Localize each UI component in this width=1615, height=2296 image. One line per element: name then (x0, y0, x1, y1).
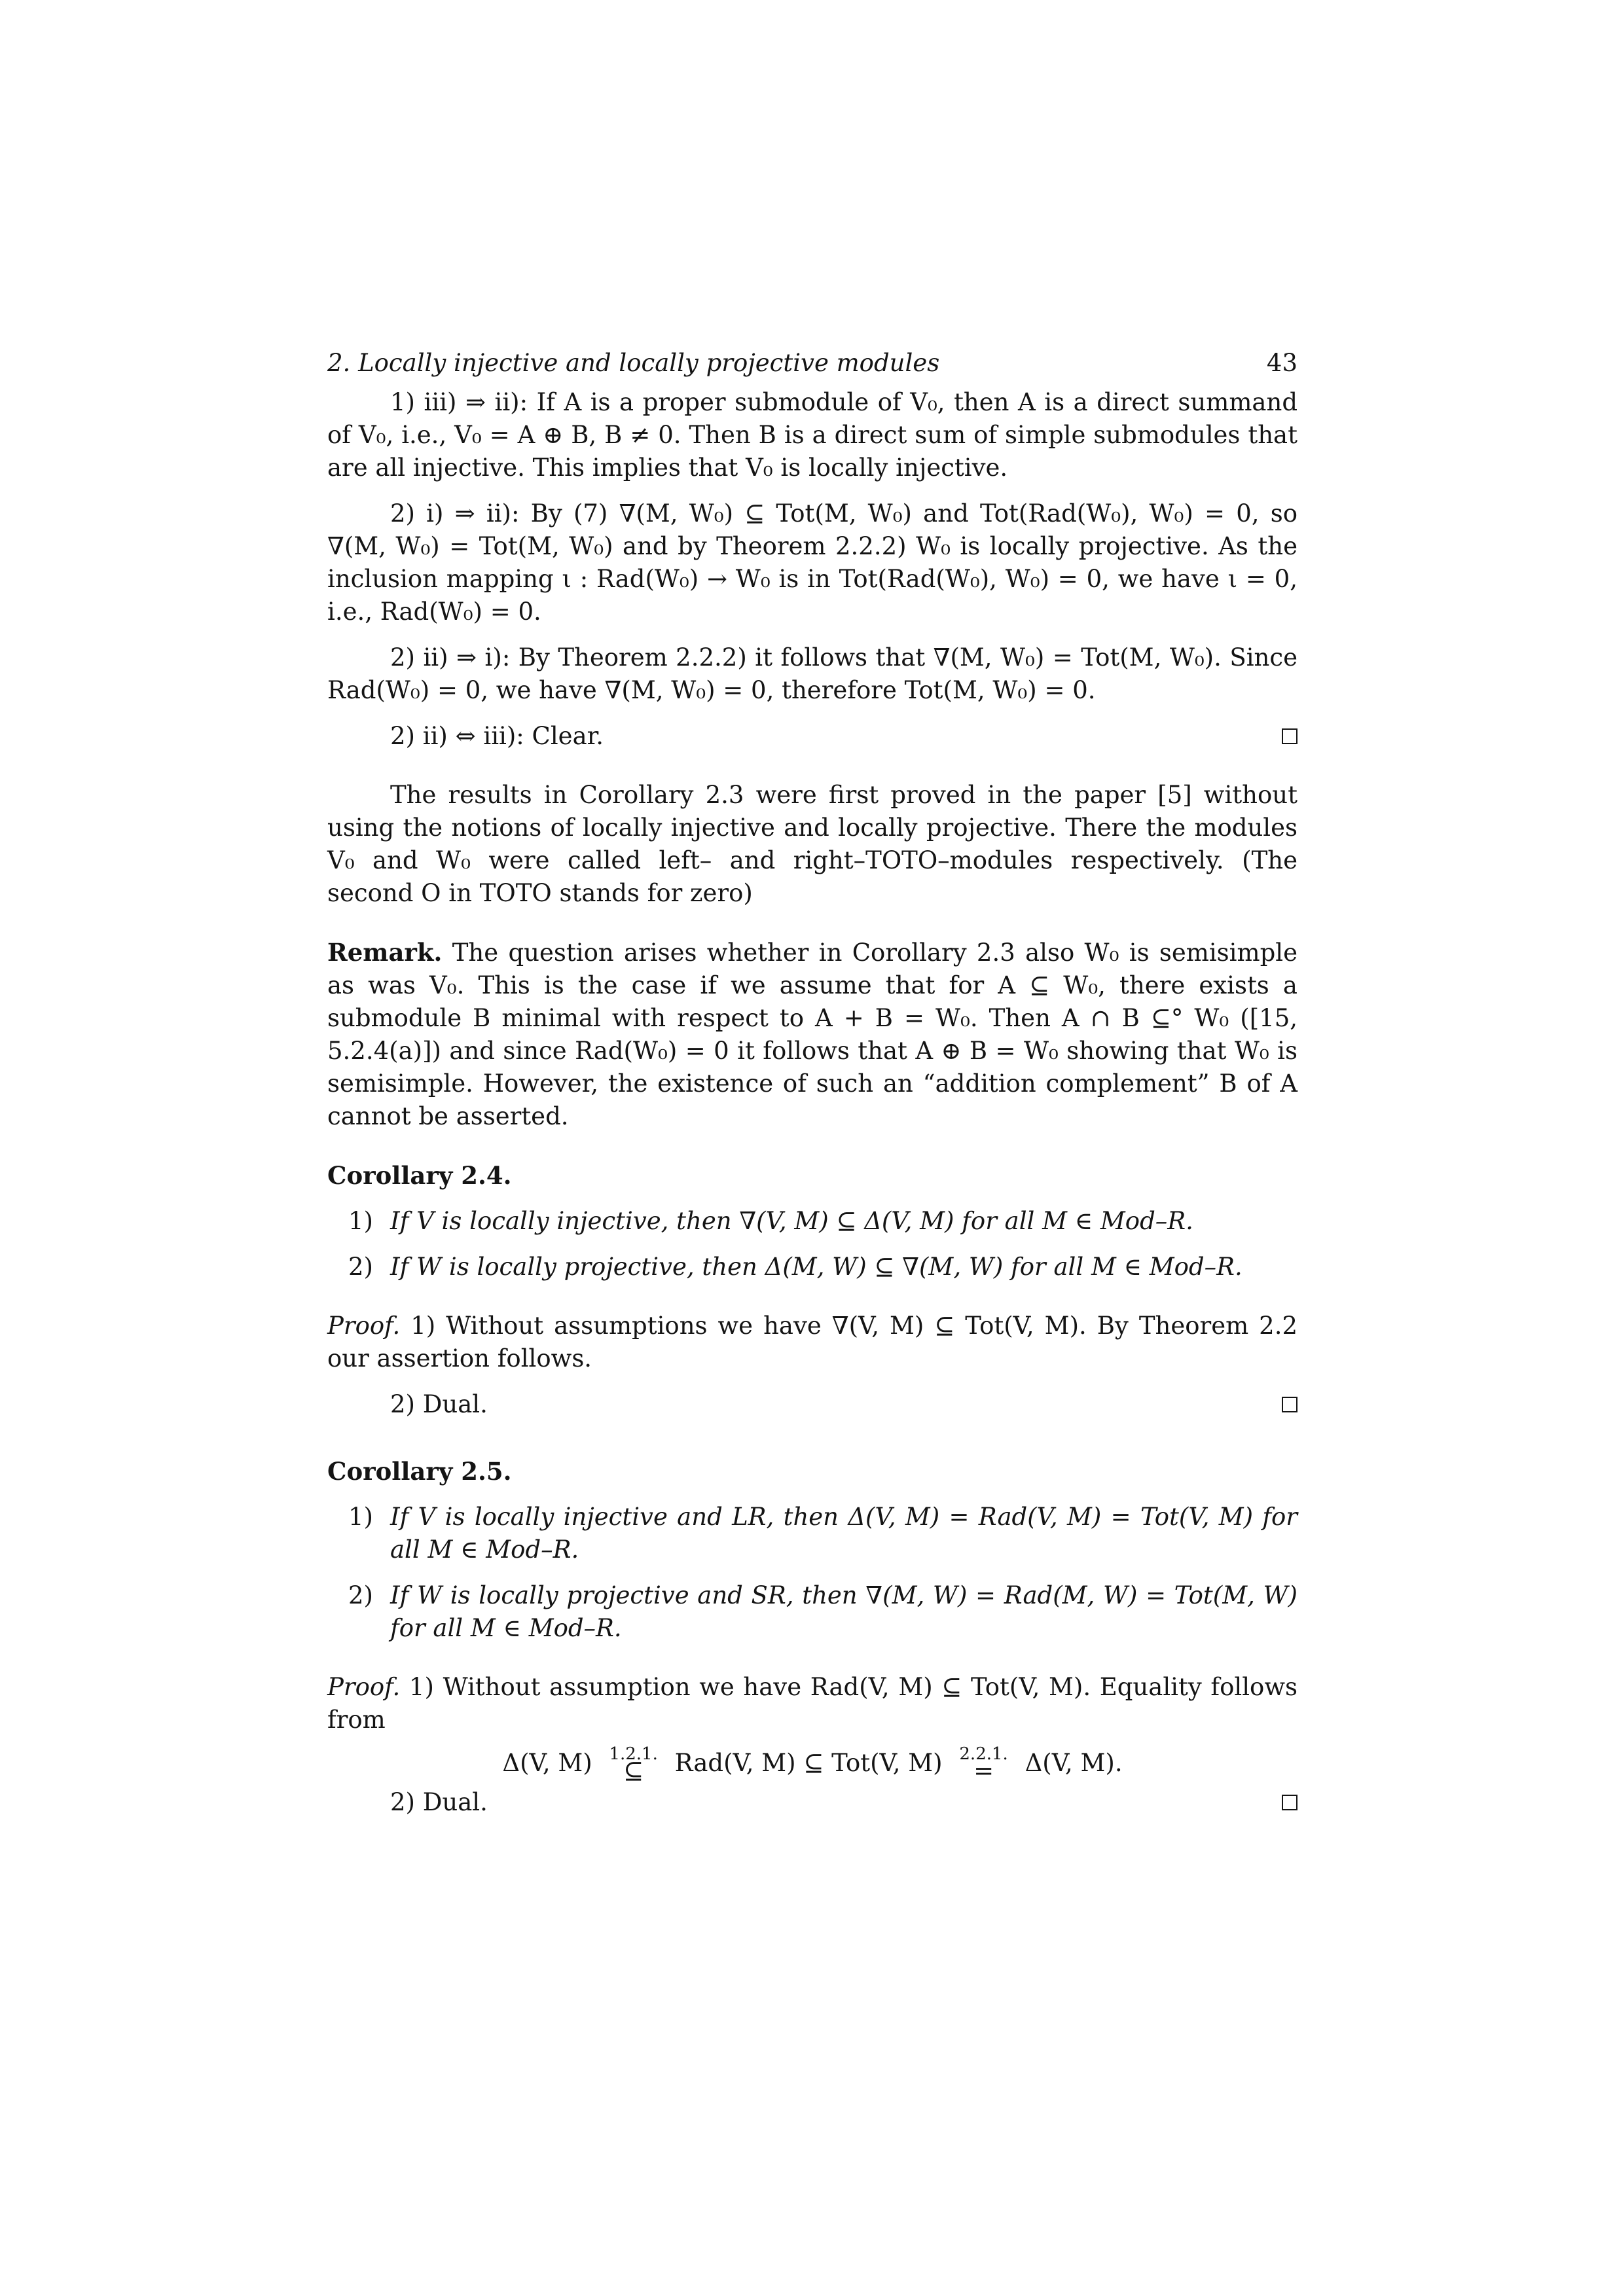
item-number: 2) (348, 1581, 373, 1609)
eq-symbol: = (973, 1757, 994, 1785)
corollary-2-5-dual-line (327, 1786, 1297, 1819)
history-paragraph: The results in Corollary 2.3 were first proved in the paper [5] without using the notions of locally injective and locally projective. There the modules V₀ and W₀ were called left– and right–TOTO–modules respectively. (The second O in TOTO stands for zero) (327, 781, 1297, 907)
corollary-2-4-dual-line (327, 1388, 1297, 1421)
proof-paragraph-4: 2) ii) ⇔ iii): Clear. (390, 722, 604, 750)
running-title: 2. Locally injective and locally projective modules (327, 349, 940, 377)
item-text: If W is locally projective, then Δ(M, W) ⊆ ∇(M, W) for all M ∈ Mod–R. (390, 1253, 1243, 1281)
proof-end-line (327, 720, 1297, 753)
item-number: 1) (348, 1503, 373, 1531)
running-header (327, 347, 1297, 386)
eq-relation-1 (609, 1744, 658, 1785)
proof-paragraph-1: 1) iii) ⇒ ii): If A is a proper submodule of V₀, then A is a direct summand of V₀, i.e., V₀ = A ⊕ B, B ≠ 0. Then B is a direct sum of simple submodules that are all injective. This implies that V₀ is locally injective. (327, 388, 1297, 482)
corollary-2-4-item-2 (348, 1251, 1297, 1283)
proof-label: Proof. (327, 1673, 401, 1701)
corollary-2-5-item-1 (348, 1501, 1297, 1566)
corollary-2-5-heading: Corollary 2.5. (327, 1457, 512, 1486)
remark-paragraph (327, 936, 1297, 1133)
dual-text: 2) Dual. (390, 1788, 488, 1816)
remark-label: Remark. (327, 938, 443, 967)
eq-middle: Rad(V, M) ⊆ Tot(V, M) (674, 1749, 943, 1777)
proof-paragraph-2: 2) i) ⇒ ii): By (7) ∇(M, W₀) ⊆ Tot(M, W₀) and Tot(Rad(W₀), W₀) = 0, so ∇(M, W₀) = Tot(M, W₀) and by Theorem 2.2.2) W₀ is locally projective. As the inclusion mapping ι : Rad(W₀) → W₀ is in Tot(Rad(W₀), W₀) = 0, we have ι = 0, i.e., Rad(W₀) = 0. (327, 499, 1297, 626)
corollary-2-5-proof (327, 1671, 1297, 1736)
item-number: 2) (348, 1253, 373, 1281)
display-equation (327, 1744, 1297, 1785)
remark-text: The question arises whether in Corollary 2.3 also W₀ is semisimple as was V₀. This is the case if we assume that for A ⊆ W₀, there exists a submodule B minimal with respect to A + B = W₀. Then A ∩ B ⊆° W₀ ([15, 5.2.4(a)]) and since Rad(W₀) = 0 it follows that A ⊕ B = W₀ showing that W₀ is semisimple. However, the existence of such an “addition complement” B of A cannot be asserted. (327, 939, 1297, 1130)
qed-box (1282, 1397, 1297, 1412)
eq-symbol: ⊆ (623, 1757, 644, 1785)
eq-ref-label: 2.2.1. (959, 1744, 1008, 1764)
eq-ref-label: 1.2.1. (609, 1744, 658, 1764)
qed-box (1282, 1795, 1297, 1810)
eq-lhs: Δ(V, M) (502, 1749, 592, 1777)
proof-text: 1) Without assumptions we have ∇(V, M) ⊆ Tot(V, M). By Theorem 2.2 our assertion follows. (327, 1312, 1297, 1372)
proof-label: Proof. (327, 1312, 401, 1340)
item-text: If V is locally injective, then ∇(V, M) ⊆ Δ(V, M) for all M ∈ Mod–R. (390, 1207, 1193, 1235)
corollary-2-5-item-2 (348, 1579, 1297, 1645)
dual-text: 2) Dual. (390, 1390, 488, 1418)
item-number: 1) (348, 1207, 373, 1235)
eq-rhs: Δ(V, M). (1025, 1749, 1123, 1777)
page-number: 43 (1266, 349, 1297, 377)
item-text: If V is locally injective and LR, then Δ(V, M) = Rad(V, M) = Tot(V, M) for all M ∈ Mod–R. (390, 1503, 1297, 1564)
proof-paragraph-3: 2) ii) ⇒ i): By Theorem 2.2.2) it follows that ∇(M, W₀) = Tot(M, W₀). Since Rad(W₀) = 0, we have ∇(M, W₀) = 0, therefore Tot(M, W₀) = 0. (327, 643, 1297, 704)
corollary-2-4-item-1 (348, 1205, 1297, 1238)
paper-page (327, 347, 1297, 1819)
corollary-2-4-proof (327, 1310, 1297, 1375)
item-text: If W is locally projective and SR, then ∇(M, W) = Rad(M, W) = Tot(M, W) for all M ∈ Mod–R. (390, 1581, 1297, 1642)
eq-relation-2 (959, 1744, 1008, 1785)
proof-text: 1) Without assumption we have Rad(V, M) ⊆ Tot(V, M). Equality follows from (327, 1673, 1297, 1734)
corollary-2-4-heading: Corollary 2.4. (327, 1161, 512, 1190)
qed-box (1282, 728, 1297, 744)
